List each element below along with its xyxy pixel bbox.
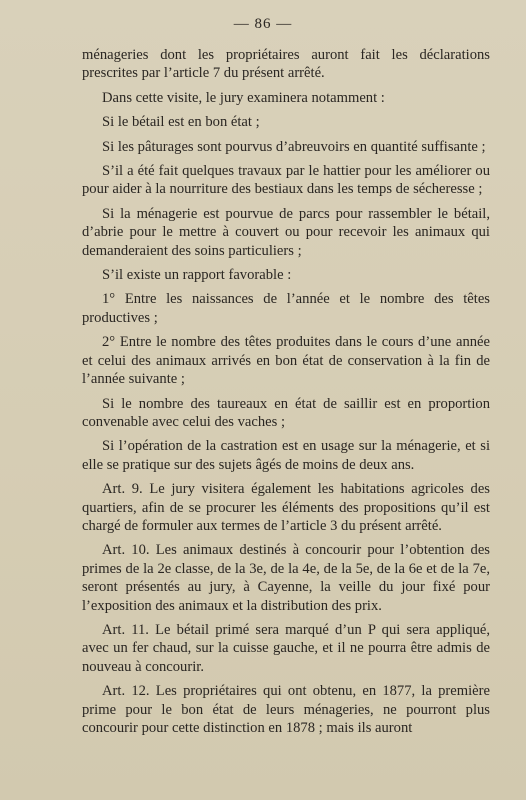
article-11: Art. 11. Le bétail primé sera marqué d’un P qui sera appliqué, avec un fer chaud, sur la cuisse gauche, et il ne pourra être admis de nouveau à concourir. — [82, 621, 490, 675]
paragraph: S’il existe un rapport favorable : — [102, 267, 292, 284]
paragraph: 1° Entre les naissances de l’année et le nombre des têtes productives ; — [82, 291, 490, 326]
paragraph: Si la ménagerie est pourvue de parcs pour rassembler le bétail, d’abrie pour le mettre à couvert ou pour recevoir les animaux qui demanderaient des soins particuliers ; — [82, 205, 490, 259]
paragraph: S’il a été fait quelques travaux par le hattier pour les améliorer ou pour aider à la nourriture des bestiaux dans les temps de sécheresse ; — [82, 163, 490, 198]
article-9: Art. 9. Le jury visitera également les habitations agricoles des quartiers, afin de se procurer les éléments des propositions qu’il est chargé de formuler aux termes de l’article 3 du présent arrêté. — [82, 481, 490, 534]
page-number: — 86 — — [233, 16, 293, 32]
paragraph: Si le bétail est en bon état ; — [102, 114, 260, 131]
paragraph: Si l’opération de la castration est en usage sur la ménagerie, et si elle se pratique sur des sujets âgés de moins de deux ans. — [82, 438, 490, 473]
body-text — [82, 46, 490, 743]
paragraph: Si le nombre des taureaux en état de saillir est en proportion convenable avec celui des vaches ; — [82, 395, 490, 430]
article-10: Art. 10. Les animaux destinés à concourir pour l’obtention des primes de la 2e classe, de la 3e, de la 4e, de la 5e, de la 6e et de la 7e, seront présentés au jury, à Cayenne, la veille du jour fixé pour l’exposition des animaux et la distribution des prix. — [82, 542, 490, 614]
paragraph: ménageries dont les propriétaires auront fait les déclarations prescrites par l’article 7 du présent arrêté. — [82, 47, 490, 82]
paragraph: Si les pâturages sont pourvus d’abreuvoirs en quantité suffisante ; — [102, 138, 486, 155]
article-12: Art. 12. Les propriétaires qui ont obtenu, en 1877, la première prime pour le bon état de leurs ménageries, ne pourront plus concourir pour cette distinction en 1878 ; mais ils auront — [82, 683, 490, 736]
paragraph: Dans cette visite, le jury examinera notamment : — [102, 89, 385, 106]
paragraph: 2° Entre le nombre des têtes produites dans le cours d’une année et celui des animaux arrivés en bon état de conservation à la fin de l’année suivante ; — [82, 334, 490, 388]
